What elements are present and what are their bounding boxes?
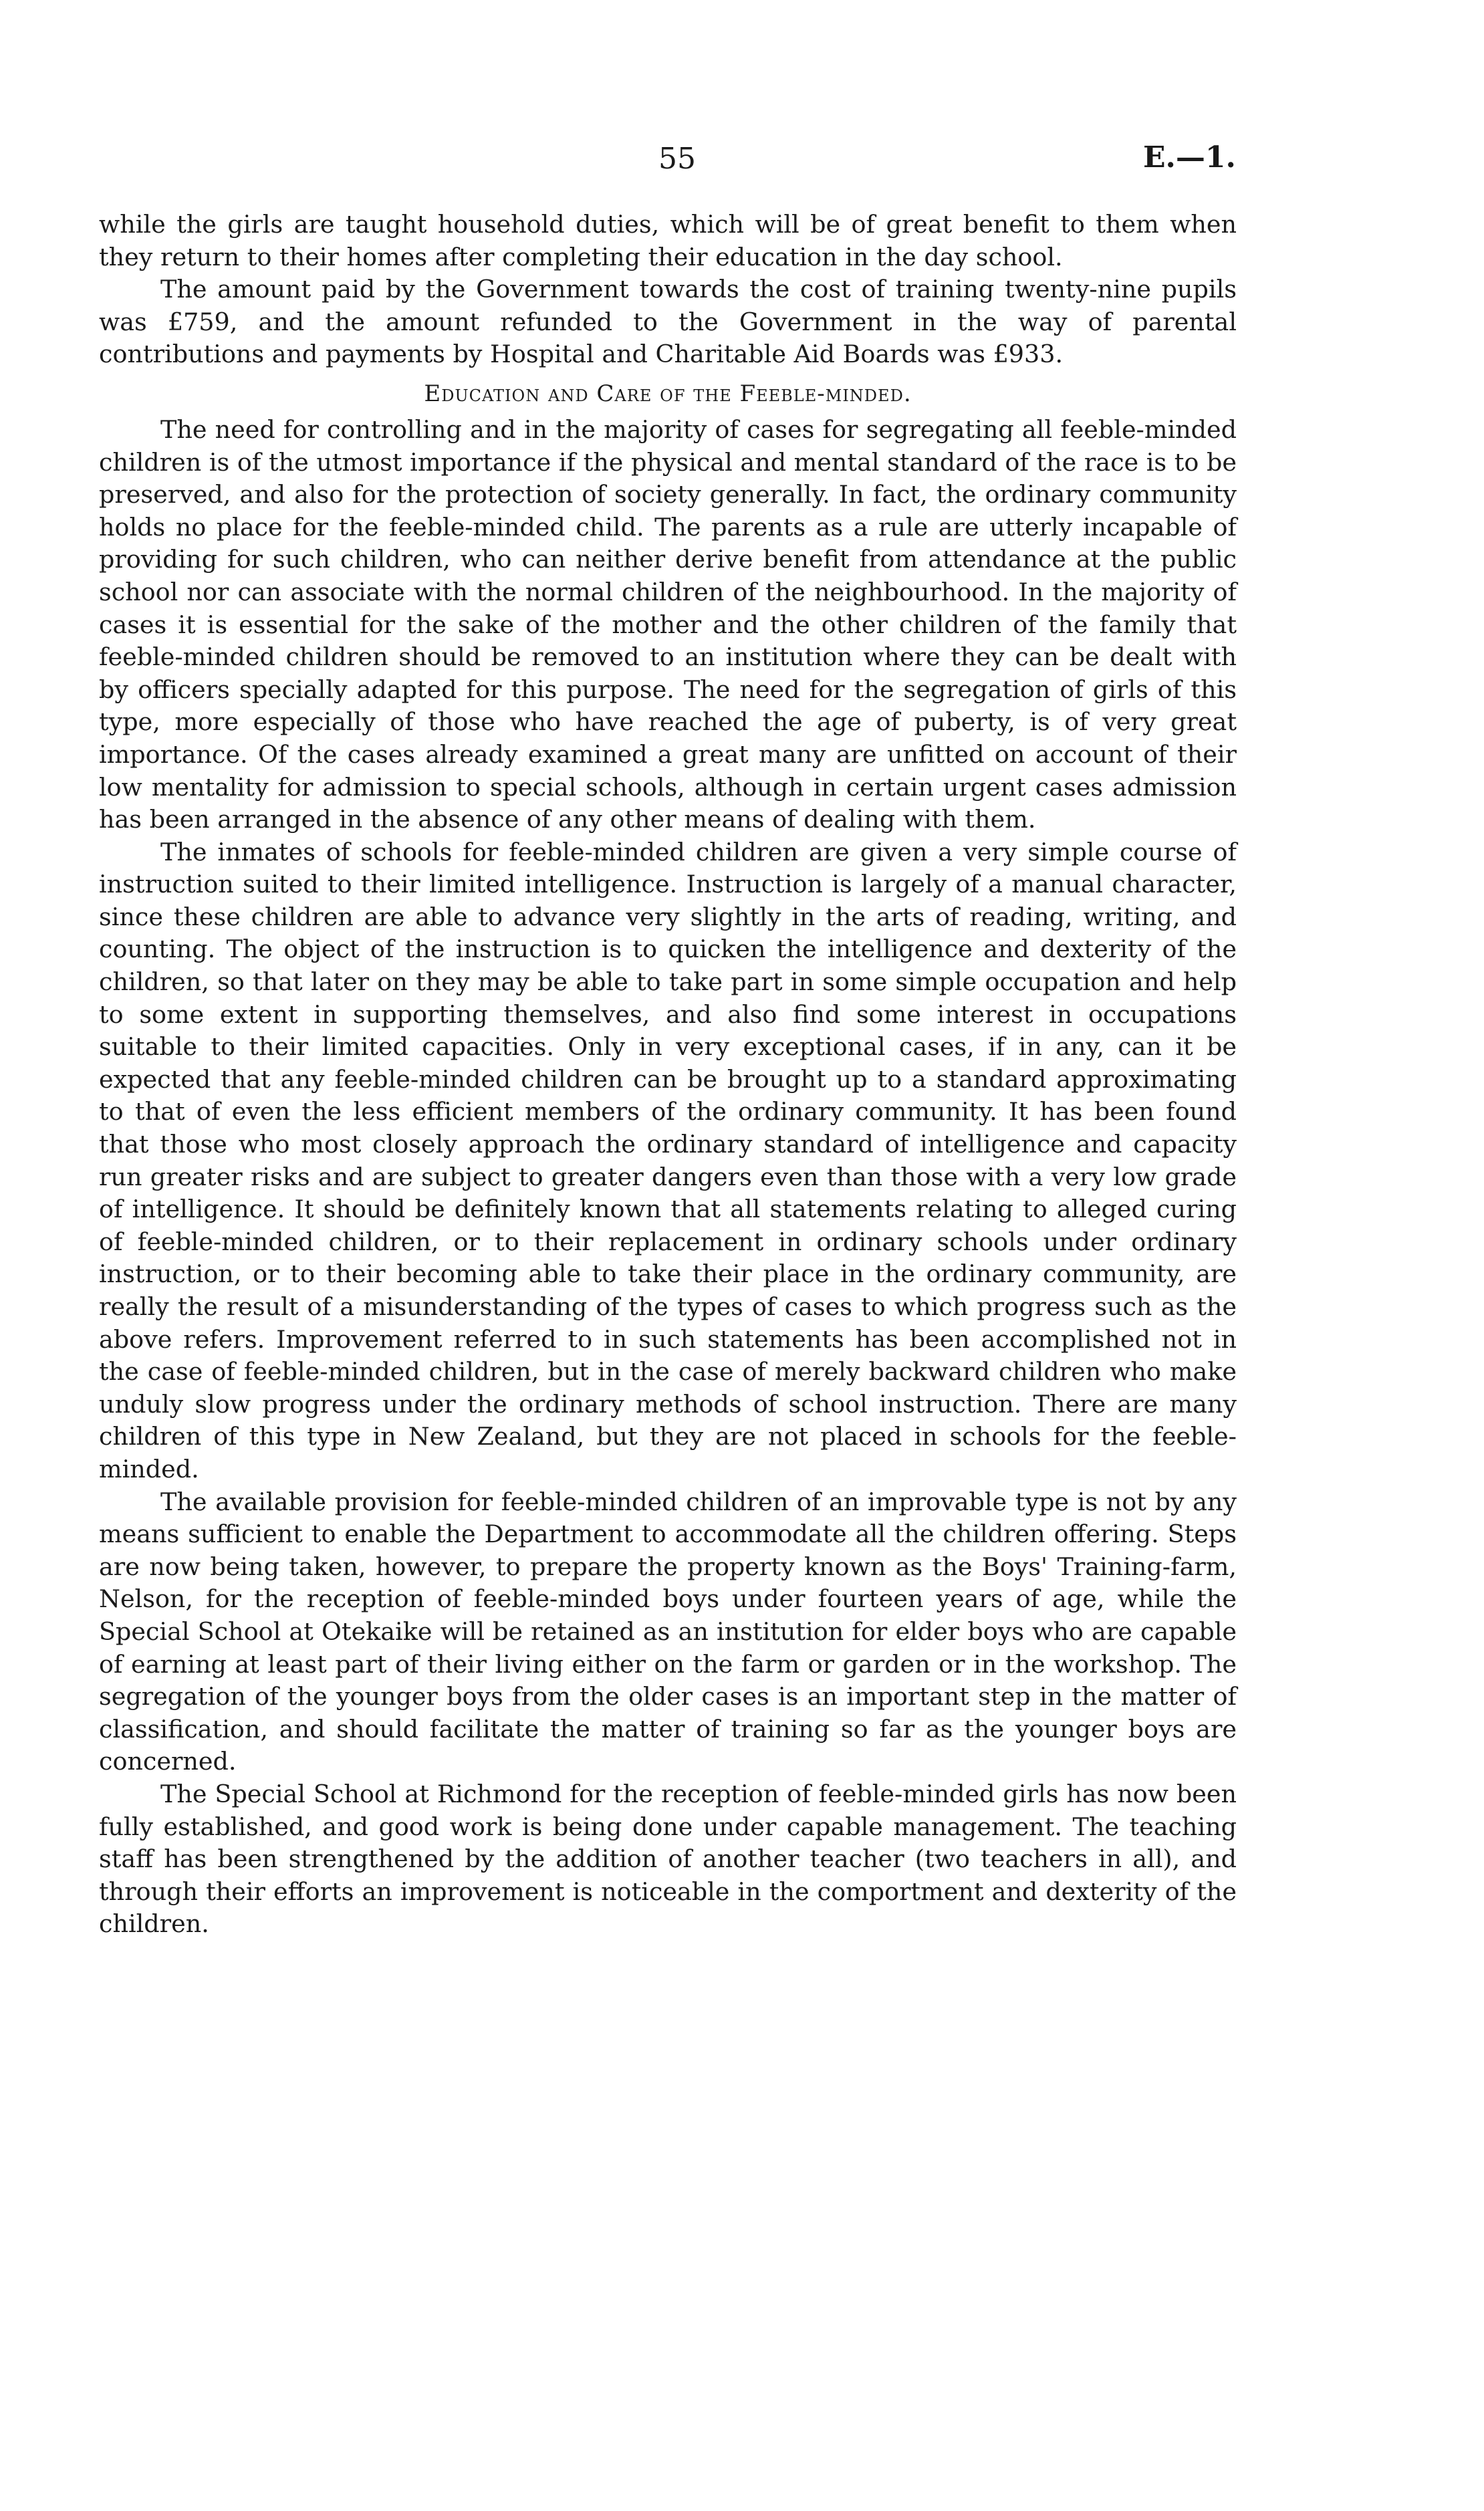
page-number: 55 bbox=[658, 142, 696, 176]
paragraph-training-cost: The amount paid by the Government towards the cost of training twenty-nine pupils was £759, and the amount refunded to the Government in the way of parental contributions and payments by Hospital and Charitable Aid Boards was £933. bbox=[99, 275, 1237, 369]
paragraph-provision: The available provision for feeble-minded children of an improvable type is not by any means sufficient to enable the Department to accommodate all the children offering. Steps are now being taken, however, to prepare the property known as the Boys' Training-farm, Nelson, for the reception of feeble-minded boys under fourteen years of age, while the Special School at Otekaike will be retained as an institution for elder boys who are capable of earning at least part of their living either on the farm or garden or in the workshop. The segregation of the younger boys from the older cases is an important step in the matter of classification, and should facilitate the matter of training so far as the younger boys are concerned. bbox=[99, 1487, 1237, 1776]
paragraph-richmond-school: The Special School at Richmond for the reception of feeble-minded girls has now been fully established, and good work is being done under capable management. The teaching staff has been strengthened by the addition of another teacher (two teachers in all), and through their efforts an improvement is noticeable in the comportment and dexterity of the children. bbox=[99, 1779, 1237, 1939]
paragraph-instruction: The inmates of schools for feeble-minded children are given a very simple course of instruction suited to their limited intelligence. Instruction is largely of a manual character, since these children are able to advance very slightly in the arts of reading, writing, and counting. The object of the instruction is to quicken the intelligence and dexterity of the children, so that later on they may be able to take part in some simple occupation and help to some extent in supporting themselves, and also find some interest in occupations suitable to their limited capacities. Only in very exceptional cases, if in any, can it be expected that any feeble-minded children can be brought up to a standard approximating to that of even the less efficient members of the ordinary community. It has been found that those who most closely approach the ordinary standard of intelligence and capacity run greater risks and are subject to greater dangers even than those with a very low grade of intelligence. It should be definitely known that all statements relating to alleged curing of feeble-minded children, or to their replacement in ordinary schools under ordinary instruction, or to their becoming able to take their place in the ordinary community, are really the result of a misunderstanding of the types of cases to which progress such as the above refers. Improvement referred to in such statements has been accomplished not in the case of feeble-minded children, but in the case of merely backward children who make unduly slow progress under the ordinary methods of school instruction. There are many children of this type in New Zealand, but they are not placed in schools for the feeble-minded. bbox=[99, 837, 1237, 1483]
document-reference: E.—1. bbox=[1143, 140, 1236, 174]
body-text bbox=[99, 209, 1237, 1941]
section-heading: Education and Care of the Feeble-minded. bbox=[424, 380, 912, 407]
paragraph-segregation: The need for controlling and in the majority of cases for segregating all feeble-minded children is of the utmost importance if the physical and mental standard of the race is to be preserved, and also for the protection of society generally. In fact, the ordinary community holds no place for the feeble-minded child. The parents as a rule are utterly incapable of providing for such children, who can neither derive benefit from attendance at the public school nor can associate with the normal children of the neighbourhood. In the majority of cases it is essential for the sake of the mother and the other children of the family that feeble-minded children should be removed to an institution where they can be dealt with by officers specially adapted for this purpose. The need for the segregation of girls of this type, more especially of those who have reached the age of puberty, is of very great importance. Of the cases already examined a great many are unfitted on account of their low mentality for admission to special schools, although in certain urgent cases admission has been arranged in the absence of any other means of dealing with them. bbox=[99, 414, 1237, 834]
paragraph-continuation: while the girls are taught household duties, which will be of great benefit to them when they return to their homes after completing their education in the day school. bbox=[99, 210, 1237, 271]
